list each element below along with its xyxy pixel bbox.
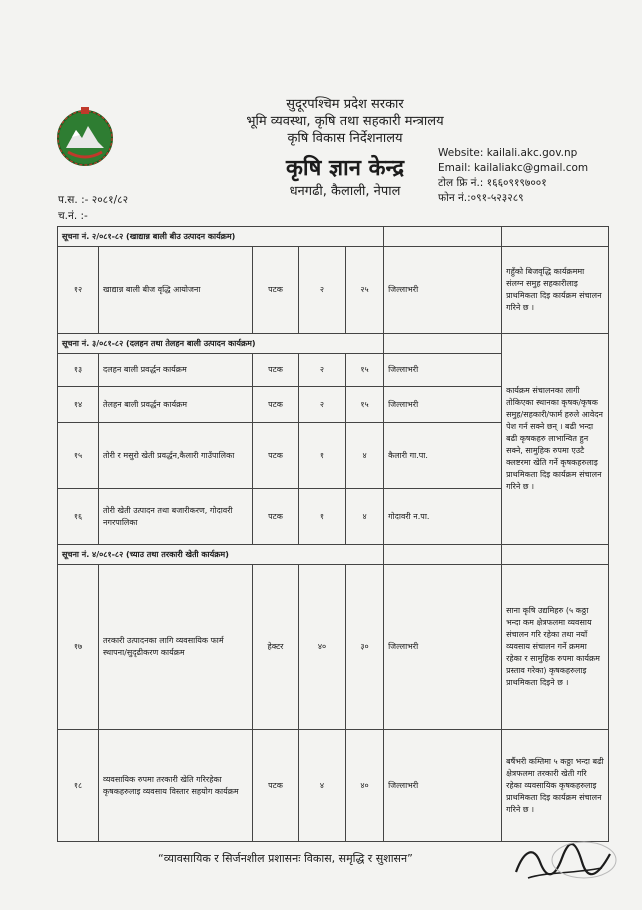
serial-number: १७	[58, 565, 99, 730]
remark: बर्षैभरी कम्तिमा ५ कठ्ठा भन्दा बढी क्षेत्रफलमा तरकारी खेती गरि रहेका व्यवसायिक कृषकहरुलाइ प्राथमिकता दिइ कार्यक्रम संचालन गरिने छ ।	[502, 730, 609, 842]
quantity: १	[299, 489, 346, 545]
program-name: खाद्यान्न बाली बीज वृद्धि आयोजना	[99, 247, 253, 334]
budget: ३०	[346, 565, 384, 730]
quantity: २	[299, 247, 346, 334]
email[interactable]: Email: kailaliakc@gmail.com	[438, 162, 589, 174]
reference-block	[58, 192, 128, 224]
program-name: तोरी र मसुरो खेती प्रवर्द्धन,कैलारी गाउँपालिका	[99, 423, 253, 489]
budget: ४	[346, 489, 384, 545]
program-area: जिल्लाभरी	[384, 354, 502, 387]
serial-number: १५	[58, 423, 99, 489]
serial-number: १८	[58, 730, 99, 842]
unit: पटक	[253, 730, 299, 842]
serial-number: १४	[58, 387, 99, 423]
program-name: तरकारी उत्पादनका लागि व्यवसायिक फार्म स्थापना/सुदृढीकरण कार्यक्रम	[99, 565, 253, 730]
program-area: जिल्लाभरी	[384, 565, 502, 730]
program-area: जिल्लाभरी	[384, 247, 502, 334]
serial-number: १६	[58, 489, 99, 545]
serial-number: १२	[58, 247, 99, 334]
section-title: सूचना नं. ४/०८१-८२ (च्याउ तथा तरकारी खेती कार्यक्रम)	[58, 545, 384, 565]
quantity: ४०	[299, 565, 346, 730]
signature-icon	[510, 832, 620, 892]
quantity: ४	[299, 730, 346, 842]
section-row	[58, 227, 609, 247]
program-area: कैलारी गा.पा.	[384, 423, 502, 489]
province-government: सुदूरपश्चिम प्रदेश सरकार	[286, 97, 404, 112]
section-row	[58, 545, 609, 565]
toll-free-number: टोल फ्रि नं.: १६६०९१९७००१	[438, 177, 547, 189]
table-row	[58, 730, 609, 842]
program-area: जिल्लाभरी	[384, 730, 502, 842]
program-name: व्यवसायिक रुपमा तरकारी खेति गरिरहेका कृषकहरुलाइ व्यवसाय विस्तार सहयोग कार्यक्रम	[99, 730, 253, 842]
program-name: तेलहन बाली प्रवर्द्धन कार्यक्रम	[99, 387, 253, 423]
quantity: २	[299, 354, 346, 387]
unit: पटक	[253, 387, 299, 423]
program-table	[57, 226, 609, 842]
section-title: सूचना नं. २/०८१-८२ (खाद्यान्न बाली बीउ उत्पादन कार्यक्रम)	[58, 227, 384, 247]
budget: ४	[346, 423, 384, 489]
ministry-name: भूमि व्यवस्था, कृषि तथा सहकारी मन्त्रालय	[246, 114, 444, 129]
unit: हेक्टर	[253, 565, 299, 730]
remark: कार्यक्रम संचालनका लागी तोकिएका स्थानका कृषक/कृषक समुह/सहकारी/फार्म हरुले आवेदन पेश गर्न सक्ने छन् । बढी भन्दा बढी कृषकहरु लाभान्वित हुन सक्ने, सामुहिक रुपमा एउटै क्लष्टरमा खेति गर्ने कृषकहरुलाइ प्राथमिकता दिइ कार्यक्रम संचालन गरिने छ ।	[502, 334, 609, 545]
website[interactable]: Website: kailali.akc.gov.np	[438, 147, 578, 159]
reference-number: प.स. :- २०८१/८२	[58, 194, 129, 206]
quantity: १	[299, 423, 346, 489]
table-row	[58, 565, 609, 730]
program-name: तोरी खेती उत्पादन तथा बजारीकरण, गोदावरी नगरपालिका	[99, 489, 253, 545]
contact-block	[438, 146, 588, 206]
budget: ४०	[346, 730, 384, 842]
program-area: जिल्लाभरी	[384, 387, 502, 423]
office-location: धनगढी, कैलाली, नेपाल	[289, 184, 401, 199]
program-area: गोदावरी न.पा.	[384, 489, 502, 545]
budget: १५	[346, 387, 384, 423]
section-title: सूचना नं. ३/०८१-८२ (दलहन तथा तेलहन बाली उत्पादन कार्यक्रम)	[58, 334, 384, 354]
budget: १५	[346, 354, 384, 387]
budget: २५	[346, 247, 384, 334]
unit: पटक	[253, 247, 299, 334]
footer-slogan: “व्यावसायिक र सिर्जनशील प्रशासनः विकास, समृद्धि र सुशासन”	[158, 852, 413, 865]
directorate-name: कृषि विकास निर्देशनालय	[287, 131, 403, 146]
dispatch-number: च.नं. :-	[58, 210, 88, 222]
remark: गहुँको बिजवृद्धि कार्यक्रममा संलग्न समुह सहकारीलाइ प्राथमिकता दिइ कार्यक्रम संचालन गरिने छ ।	[502, 247, 609, 334]
program-name: दलहन बाली प्रवर्द्धन कार्यक्रम	[99, 354, 253, 387]
quantity: २	[299, 387, 346, 423]
table-row	[58, 247, 609, 334]
section-row	[58, 334, 609, 354]
office-title: कृषि ज्ञान केन्द्र	[285, 155, 404, 181]
government-emblem-icon	[54, 104, 116, 170]
phone-number: फोन नं.:०९१-५२३२८९	[438, 192, 524, 204]
serial-number: १३	[58, 354, 99, 387]
unit: पटक	[253, 423, 299, 489]
unit: पटक	[253, 489, 299, 545]
unit: पटक	[253, 354, 299, 387]
remark: साना कृषि उद्यमिहरु (५ कठ्ठा भन्दा कम क्षेत्रफलमा व्यवसाय संचालन गरि रहेका तथा नयाँ व्यवसाय संचालन गर्ने क्रममा रहेका र सामुहिक रुपमा कार्यक्रम प्रस्ताव गरेका) कृषकहरुलाइ प्राथमिकता दिइने छ ।	[502, 565, 609, 730]
